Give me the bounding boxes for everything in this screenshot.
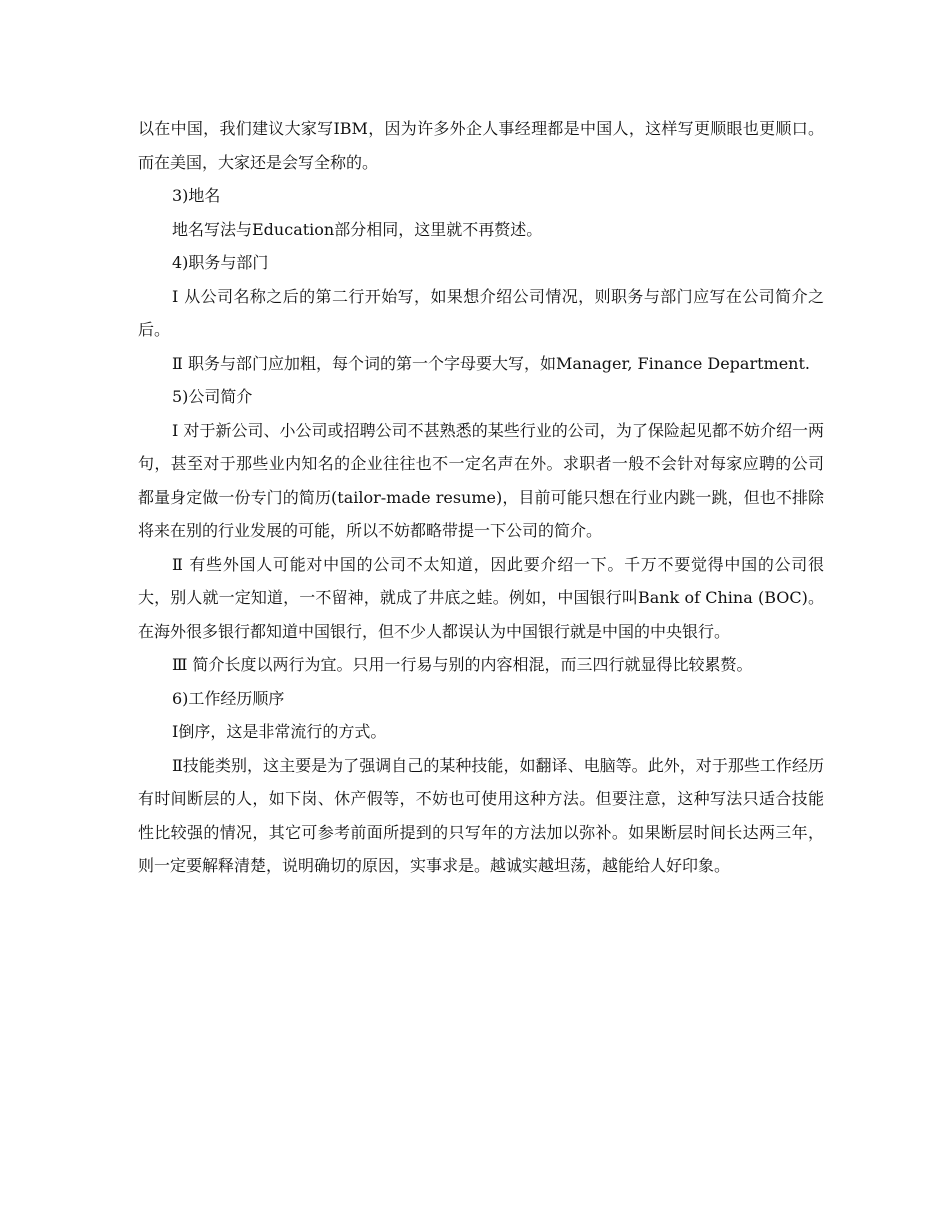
heading-work-order: 6)工作经历顺序 [172,688,285,708]
paragraph-place-name: 地名写法与Education部分相同，这里就不再赘述。 [172,219,543,239]
paragraph-title-department-1: Ⅰ 从公司名称之后的第二行开始写，如果想介绍公司情况，则职务与部门应写在公司简介之后。 [138,286,824,339]
paragraph-intro: 以在中国，我们建议大家写IBM，因为许多外企人事经理都是中国人，这样写更顺眼也更顺口。而在美国，大家还是会写全称的。 [138,119,824,172]
paragraph-title-department-2: Ⅱ 职务与部门应加粗，每个词的第一个字母要大写，如Manager, Finance Department. [172,353,811,373]
heading-place-name: 3)地名 [172,186,221,205]
paragraph-company-profile-1: Ⅰ 对于新公司、小公司或招聘公司不甚熟悉的某些行业的公司，为了保险起见都不妨介绍一两句，甚至对于那些业内知名的企业往往也不一定名声在外。求职者一般不会针对每家应聘的公司都量身定做一份专门的简历(tailor-made resume)，目前可能只想在行业内跳一跳，但也不排除将来在别的行业发展的可能，所以不妨都略带提一下公司的简介。 [138,420,824,540]
paragraph-company-profile-3: Ⅲ 简介长度以两行为宜。只用一行易与别的内容相混，而三四行就显得比较累赘。 [172,655,753,674]
heading-company-profile: 5)公司简介 [172,387,253,406]
paragraph-company-profile-2: Ⅱ 有些外国人可能对中国的公司不太知道，因此要介绍一下。千万不要觉得中国的公司很大，别人就一定知道，一不留神，就成了井底之蛙。例如，中国银行叫Bank of China (BOC)。在海外很多银行都知道中国银行，但不少人都误认为中国银行就是中国的中央银行。 [138,554,824,641]
paragraph-work-order-1: Ⅰ倒序，这是非常流行的方式。 [172,722,387,741]
document-body [138,112,824,883]
heading-title-department: 4)职务与部门 [172,253,269,272]
paragraph-work-order-2: Ⅱ技能类别，这主要是为了强调自己的某种技能，如翻译、电脑等。此外，对于那些工作经历有时间断层的人，如下岗、休产假等，不妨也可使用这种方法。但要注意，这种写法只适合技能性比较强的情况，其它可参考前面所提到的只写年的方法加以弥补。如果断层时间长达两三年，则一定要解释清楚，说明确切的原因，实事求是。越诚实越坦荡，越能给人好印象。 [138,755,824,875]
